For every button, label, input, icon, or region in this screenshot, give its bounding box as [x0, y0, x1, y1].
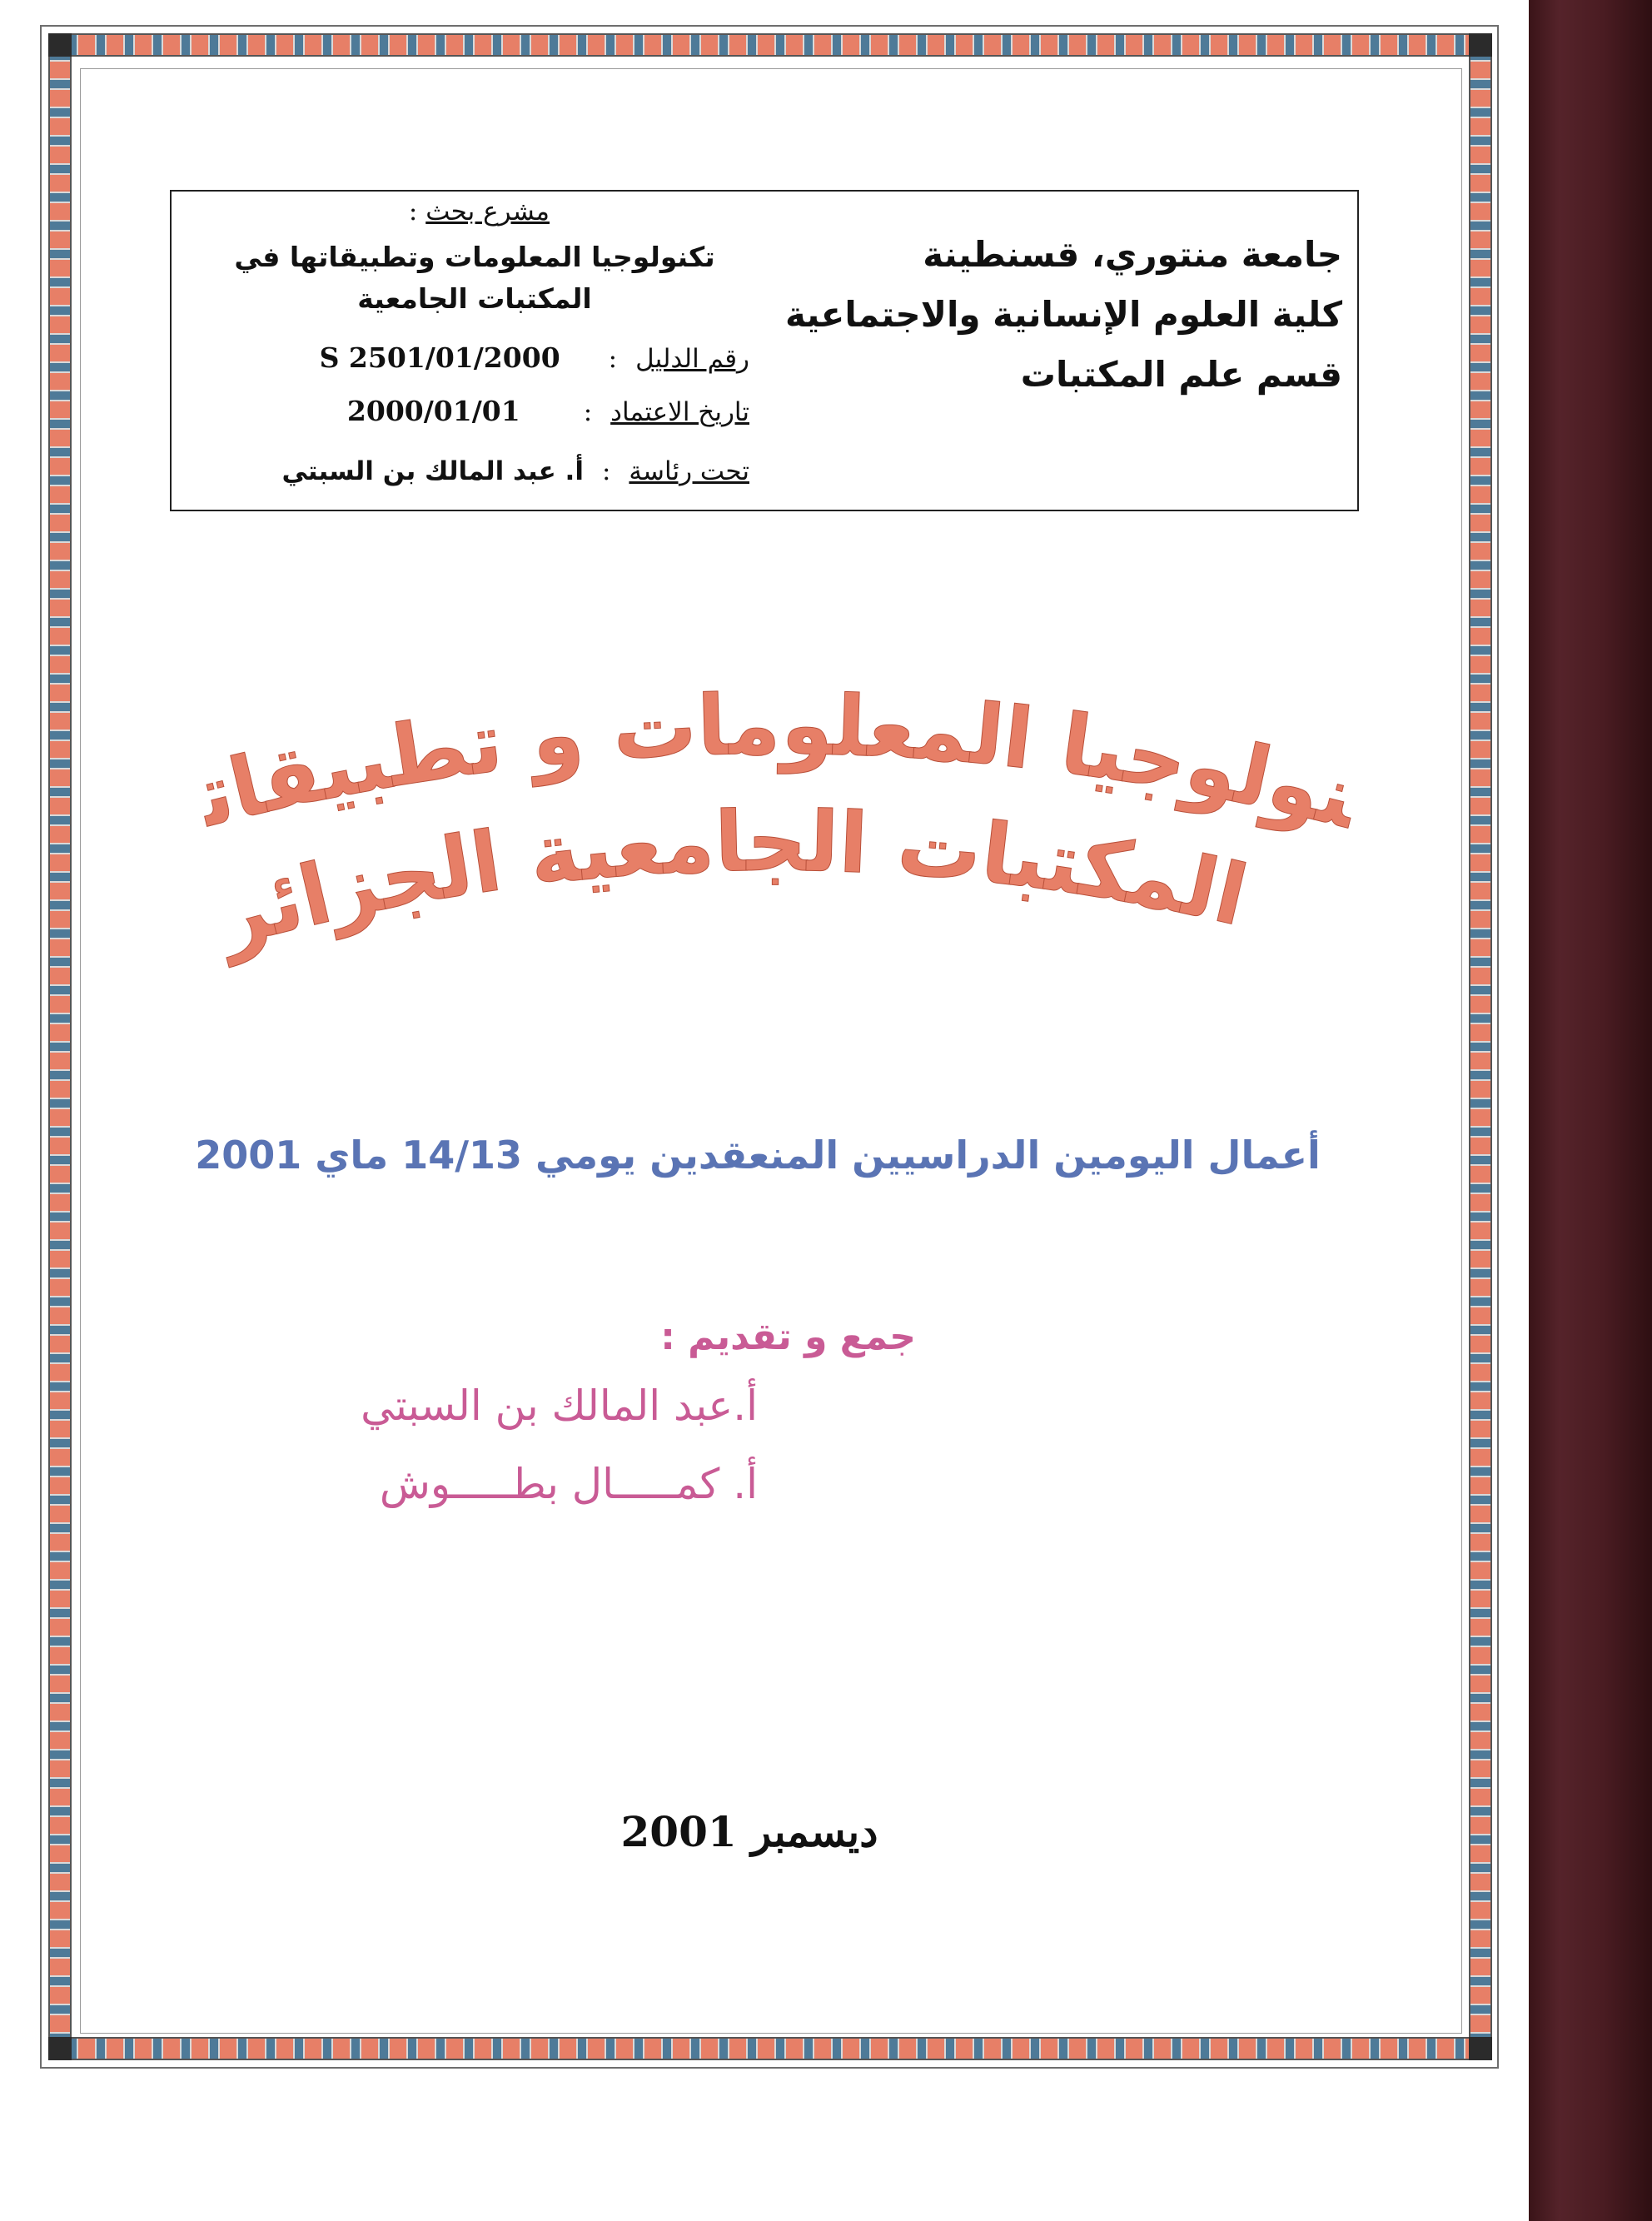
main-title-line1-path: نولوجيا المعلومات و تطبيقات — [189, 675, 1366, 848]
project-label-row: مشرع بحث : — [408, 197, 550, 227]
corner-top-right — [1469, 33, 1492, 57]
department-name: قسم علم المكتبات — [1020, 354, 1342, 395]
border-bottom — [50, 2037, 1490, 2060]
project-label: مشرع بحث — [425, 197, 550, 227]
border-right — [1469, 33, 1492, 2060]
approval-label: تاريخ الاعتماد — [610, 397, 749, 427]
university-name: جامعة منتوري، قسنطينة — [923, 234, 1342, 275]
corner-bottom-right — [1469, 2037, 1492, 2060]
author-1: أ.عبد المالك بن السبتي — [361, 1382, 758, 1430]
compiled-heading: جمع و تقديم : — [660, 1316, 916, 1358]
corner-top-left — [48, 33, 72, 57]
book-spine — [1529, 0, 1652, 2221]
border-top — [50, 33, 1490, 57]
border-left — [48, 33, 72, 2060]
university-block — [783, 225, 1342, 405]
supervisor-row: تحت رئاسة:أ. عبد المالك بن السبتي — [281, 456, 749, 486]
subtitle: أعمال اليومين الدراسيين المنعقدين يومي 14/13 ماي 2001 — [195, 1133, 1321, 1178]
main-title — [167, 666, 1382, 999]
project-block — [200, 193, 749, 510]
approval-value: 2000/01/01 — [346, 395, 520, 427]
supervisor-value: أ. عبد المالك بن السبتي — [281, 456, 584, 486]
main-title-line2-path: المكتبات الجامعية الجزائر — [206, 792, 1256, 967]
author-2: أ. كمـــــال بطـــــوش — [379, 1460, 758, 1508]
supervisor-label: تحت رئاسة — [629, 456, 749, 486]
compiled-block — [300, 1316, 916, 1538]
faculty-name: كلية العلوم الإنسانية والاجتماعية — [785, 294, 1342, 335]
publication-date: ديسمبر 2001 — [620, 1807, 878, 1856]
corner-bottom-left — [48, 2037, 72, 2060]
project-title: تكنولوجيا المعلومات وتطبيقاتها في المكتبات الجامعية — [234, 241, 715, 315]
approval-row: تاريخ الاعتماد:2000/01/01 — [346, 395, 749, 427]
guide-value: S 2501/01/2000 — [319, 341, 560, 374]
guide-row: رقم الدليل:S 2501/01/2000 — [319, 341, 749, 374]
guide-label: رقم الدليل — [635, 344, 749, 374]
